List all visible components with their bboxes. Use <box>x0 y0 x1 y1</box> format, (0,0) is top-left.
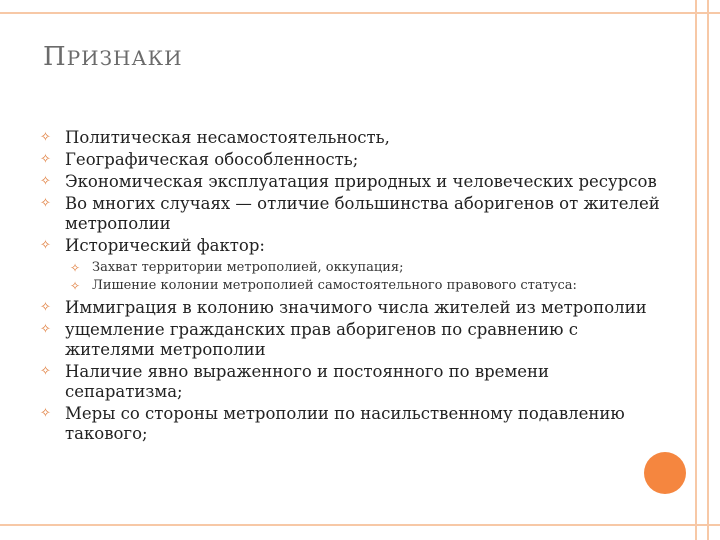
diamond-bullet-icon: ✧ <box>40 130 51 145</box>
list-item-text: Меры со стороны метрополии по насильственному подавлению такового; <box>65 404 625 443</box>
sub-list-item-text: Лишение колонии метрополией самостоятельного правового статуса: <box>92 278 577 293</box>
sub-list-item <box>66 278 660 294</box>
list-item-text: Иммиграция в колонию значимого числа жителей из метрополии <box>65 298 647 317</box>
list-item-text: Во многих случаях — отличие большинства аборигенов от жителей метрополии <box>65 194 660 233</box>
diamond-bullet-icon: ✧ <box>40 406 51 421</box>
diamond-bullet-icon: ✧ <box>40 322 51 337</box>
diamond-bullet-icon: ✧ <box>70 261 81 275</box>
list-item-text: ущемление гражданских прав аборигенов по сравнению с жителями метрополии <box>65 320 578 359</box>
list-item <box>40 236 660 256</box>
diamond-bullet-icon: ✧ <box>70 279 81 293</box>
decorative-frame-bottom <box>0 524 720 526</box>
diamond-bullet-icon: ✧ <box>40 152 51 167</box>
list-item <box>40 320 660 360</box>
list-item <box>40 404 660 444</box>
main-bullet-list-continued <box>40 298 660 444</box>
list-item <box>40 150 660 170</box>
list-item <box>40 128 660 148</box>
list-item <box>40 362 660 402</box>
sub-bullet-list <box>66 260 660 294</box>
decorative-circle <box>644 452 686 494</box>
main-bullet-list <box>40 128 660 256</box>
list-item-text: Экономическая эксплуатация природных и человеческих ресурсов <box>65 172 657 191</box>
diamond-bullet-icon: ✧ <box>40 238 51 253</box>
list-item-text: Исторический фактор: <box>65 236 265 255</box>
list-item <box>40 194 660 234</box>
list-item-text: Наличие явно выраженного и постоянного по времени сепаратизма; <box>65 362 550 401</box>
slide-title <box>43 42 183 72</box>
title-first-letter: П <box>43 42 67 72</box>
list-item <box>40 298 660 318</box>
diamond-bullet-icon: ✧ <box>40 364 51 379</box>
sub-list-item-text: Захват территории метрополией, оккупация; <box>92 260 404 275</box>
diamond-bullet-icon: ✧ <box>40 196 51 211</box>
list-item-text: Политическая несамостоятельность, <box>65 128 390 147</box>
decorative-frame-right <box>695 0 709 540</box>
sub-list-item <box>66 260 660 276</box>
title-rest: РИЗНАКИ <box>66 46 183 70</box>
diamond-bullet-icon: ✧ <box>40 174 51 189</box>
decorative-frame-top <box>0 0 720 14</box>
diamond-bullet-icon: ✧ <box>40 300 51 315</box>
slide-content <box>40 128 660 446</box>
list-item-text: Географическая обособленность; <box>65 150 359 169</box>
list-item <box>40 172 660 192</box>
